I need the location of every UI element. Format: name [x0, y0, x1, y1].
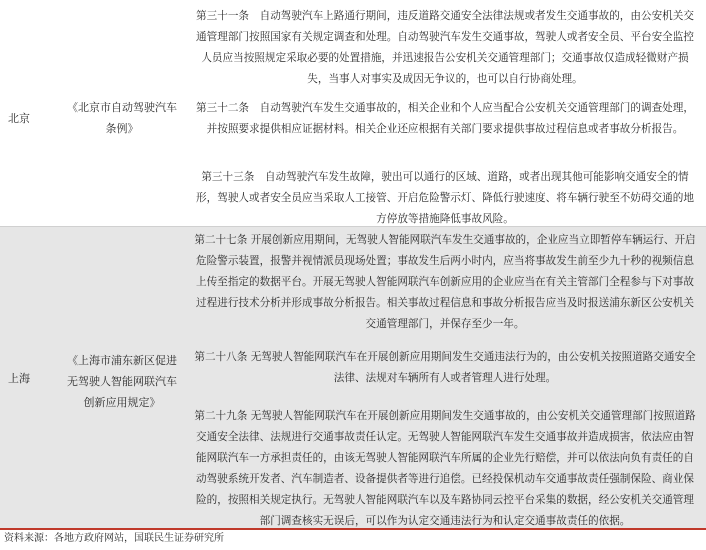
table-row-beijing — [0, 0, 706, 226]
article-text: 第三十一条 自动驾驶汽车上路通行期间，违反道路交通安全法律法规或者发生交通事故的，由公安机关交通管理部门按照国家有关规定调查和处理。自动驾驶汽车发生交通事故，驾驶人或者安全员、平台安全监控人员应当按照规定采取必要的处置措施，并迅速报告公安机关交通管理部门；交通事故仅造成轻微财产损失，当事人对事实及成因无争议的，也可以自行协商处理。 — [196, 10, 694, 85]
table-row-shanghai — [0, 226, 706, 528]
row-divider — [0, 226, 706, 227]
article-text: 第二十九条 无驾驶人智能网联汽车在开展创新应用期间发生交通事故的，由公安机关交通管理部门按照道路交通安全法律、法规进行交通事故责任认定。无驾驶人智能网联汽车发生交通事故并造成损害，依法应由智能网联汽车一方承担责任的，由该无驾驶人智能网联汽车所属的企业先行赔偿，并可以依法向负有责任的自动驾驶系统开发者、汽车制造者、设备提供者等进行追偿。已经投保机动车交通事故责任强制保险、商业保险的，按照相关规定执行。无驾驶人智能网联汽车以及车路协同云控平台采集的数据，经公安机关交通管理部门调查核实无误后，可以作为认定交通违法行为和认定交通事故责任的依据。 — [194, 410, 696, 527]
law-title-cell: 《北京市自动驾驶汽车条例》 — [67, 101, 177, 135]
table-bottom-rule — [0, 528, 706, 530]
article-text: 第三十二条 自动驾驶汽车发生交通事故的，相关企业和个人应当配合公安机关交通管理部门的调查处理，并按照要求提供相应证据材料。相关企业还应根据有关部门要求提供事故过程信息或者事故分析报告。 — [196, 102, 694, 135]
article-text: 第三十三条 自动驾驶汽车发生故障，驶出可以通行的区域、道路，或者出现其他可能影响交通安全的情形，驾驶人或者安全员应当采取人工接管、开启危险警示灯、降低行驶速度、将车辆行驶至不妨碍交通的地方停放等措施降低事故风险。 — [196, 171, 694, 225]
article-text: 第二十七条 开展创新应用期间，无驾驶人智能网联汽车发生交通事故的，企业应当立即暂停车辆运行、开启危险警示装置，报警并视情派员现场处置；事故发生后两小时内，应当将事故发生前至少九十秒的视频信息上传至指定的数据平台。开展无驾驶人智能网联汽车创新应用的企业应当在有关主管部门全程参与下对事故过程进行技术分析并形成事故分析报告。相关事故过程信息和事故分析报告应当及时报送浦东新区公安机关交通管理部门，并保存至少一年。 — [194, 234, 696, 330]
region-cell: 北京 — [8, 112, 30, 125]
source-note: 资料来源：各地方政府网站，国联民生证券研究所 — [4, 533, 224, 544]
article-text: 第二十八条 无驾驶人智能网联汽车在开展创新应用期间发生交通违法行为的，由公安机关按照道路交通安全法律、法规对车辆所有人或者管理人进行处理。 — [194, 351, 696, 384]
region-cell: 上海 — [8, 372, 30, 385]
law-title-cell: 《上海市浦东新区促进无驾驶人智能网联汽车创新应用规定》 — [67, 354, 177, 409]
